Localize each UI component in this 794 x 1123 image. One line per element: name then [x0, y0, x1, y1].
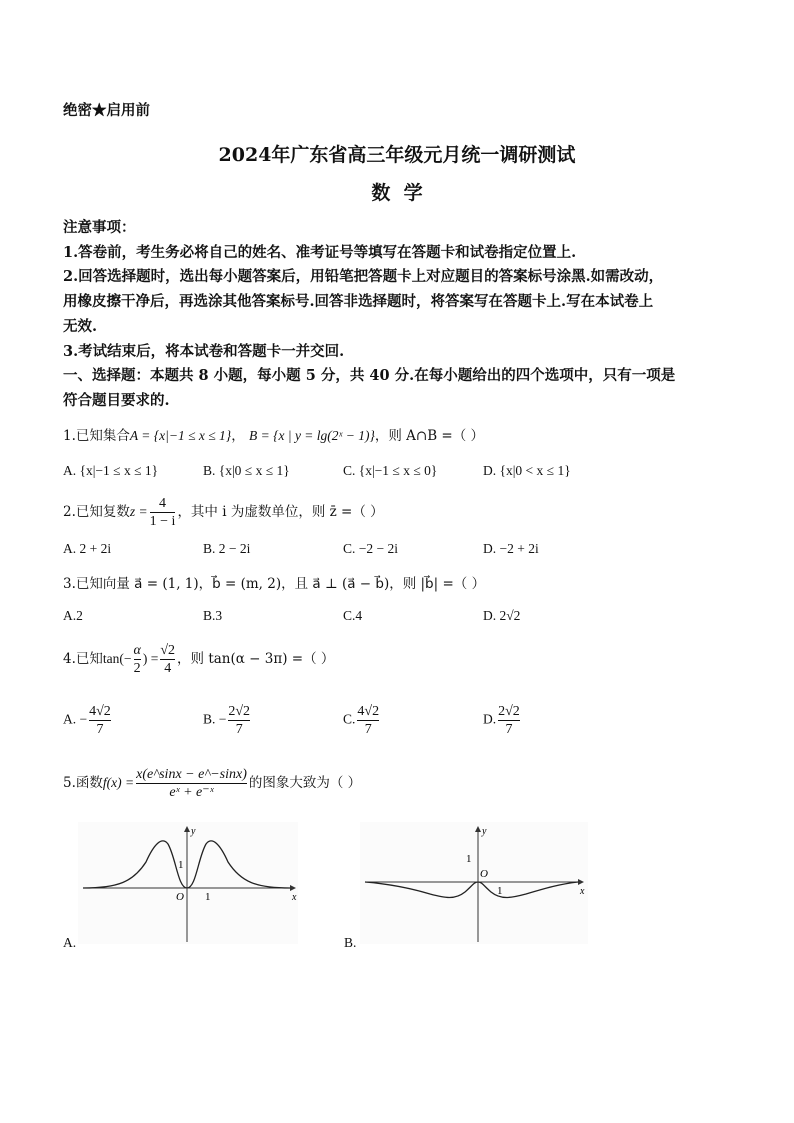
- q4-b-num: 2√2: [228, 704, 251, 719]
- graph-b-y-label: y: [482, 826, 487, 837]
- section-heading-line-1: 一、选择题：本题共 8 小题，每小题 5 分，共 40 分.在每小题给出的四个选项中，只有一项是: [63, 367, 676, 384]
- question-5-stem: [63, 766, 361, 801]
- q2-denominator: 1 − i: [149, 514, 176, 529]
- q4-rhs-den: 4: [160, 659, 175, 677]
- q1-separator: ，: [231, 428, 245, 444]
- q2-numerator: 4: [159, 496, 167, 511]
- q4-b-den: 7: [228, 720, 250, 738]
- q2-prefix: 2.已知复数: [63, 504, 130, 520]
- graph-b-origin: O: [480, 868, 488, 880]
- q1-option-d: D. {x|0 < x ≤ 1}: [483, 463, 571, 478]
- section-heading-line-2: 符合题目要求的.: [63, 392, 170, 409]
- q4-a-den: 7: [89, 720, 111, 738]
- q2-option-a: A. 2 + 2i: [63, 541, 112, 556]
- q1-option-b: B. {x|0 ≤ x ≤ 1}: [203, 463, 290, 478]
- subject-title: 数 学: [371, 182, 423, 204]
- q4-d-den: 7: [498, 720, 520, 738]
- q2-z-eq: z =: [129, 504, 148, 519]
- q5-graph-b: [360, 822, 588, 944]
- q4-d-num: 2√2: [498, 704, 520, 719]
- graph-b-tick-y: 1: [466, 853, 472, 865]
- q4-a-num: 4√2: [89, 704, 111, 719]
- q4-c-den: 7: [357, 720, 379, 738]
- q4-c-fraction: [357, 703, 379, 738]
- q4-option-c: [343, 703, 381, 738]
- q4-rhs-fraction: [160, 642, 175, 677]
- note-3: 3.考试结束后，将本试卷和答题卡一并交回.: [63, 343, 345, 360]
- question-1-stem: [63, 424, 484, 444]
- question-2-stem: [63, 495, 384, 530]
- q5-fx: f(x) =: [102, 775, 135, 790]
- q1-option-a: A. {x|−1 ≤ x ≤ 1}: [63, 463, 159, 478]
- q1-option-c: C. {x|−1 ≤ x ≤ 0}: [343, 463, 438, 478]
- q4-option-b: [203, 703, 252, 738]
- q4-c-letter: C.: [343, 711, 356, 727]
- q3-option-a: A.2: [63, 608, 83, 623]
- note-2-line-1: 2.回答选择题时，选出每小题答案后，用铅笔把答题卡上对应题目的答案标号涂黑.如需改动，: [63, 268, 664, 285]
- q2-option-b: B. 2 − 2i: [203, 541, 251, 556]
- q4-alpha: α: [133, 643, 141, 658]
- graph-a-y-label: y: [191, 826, 196, 837]
- question-3-stem: 3.已知向量 a⃗ = (1, 1)，b⃗ = (m, 2)，且 a⃗ ⊥ (a⃗ − b⃗)，则 |b⃗| =（ ）: [63, 576, 486, 592]
- q4-b-fraction: [228, 703, 250, 738]
- q4-d-letter: D.: [483, 711, 497, 727]
- q1-set-a: A = {x|−1 ≤ x ≤ 1}: [129, 428, 232, 443]
- q2-suffix: ，其中 i 为虚数单位，则 z̄ =（ ）: [177, 504, 384, 520]
- q4-alpha-fraction: [134, 642, 141, 677]
- note-1: 1.答卷前，考生务必将自己的姓名、准考证号等填写在答题卡和试卷指定位置上.: [63, 244, 577, 261]
- note-2-line-2: 用橡皮擦干净后，再选涂其他答案标号.回答非选择题时，将答案写在答题卡上.写在本试卷上: [63, 293, 654, 310]
- q2-option-c: C. −2 − 2i: [343, 541, 398, 556]
- question-4-stem: [63, 642, 334, 677]
- q5-suffix: 的图象大致为（ ）: [248, 775, 362, 791]
- notes-heading: 注意事项：: [63, 219, 136, 236]
- exam-title: 2024年广东省高三年级元月统一调研测试: [218, 144, 576, 166]
- q1-prefix: 1.已知集合: [63, 428, 130, 444]
- q5-fraction: [136, 766, 247, 801]
- q3-option-c: C.4: [343, 608, 363, 623]
- q4-option-d: [483, 703, 522, 738]
- q4-c-num: 4√2: [357, 704, 380, 719]
- graph-a-x-label: x: [292, 892, 297, 903]
- q4-rhs-num: √2: [160, 643, 176, 658]
- q5-graph-a-label: A.: [63, 935, 77, 950]
- secret-label: 绝密★启用前: [63, 102, 150, 119]
- q5-graph-a: [78, 822, 298, 944]
- q3-option-d: D. 2√2: [483, 608, 521, 623]
- q4-suffix: ，则 tan(α − 3π) =（ ）: [177, 651, 335, 667]
- q1-suffix: ，则 A∩B =（ ）: [374, 428, 485, 444]
- q3-option-b: B.3: [203, 608, 223, 623]
- graph-a-tick-y: 1: [178, 859, 184, 871]
- graph-b-tick-x: 1: [497, 885, 503, 897]
- q4-b-letter: B. −: [203, 711, 227, 727]
- graph-a-tick-x: 1: [205, 891, 211, 903]
- q5-denominator: eˣ + e⁻ˣ: [136, 783, 247, 801]
- note-2-line-3: 无效.: [63, 318, 98, 335]
- graph-a-origin: O: [176, 891, 184, 903]
- q4-prefix: 4.已知: [63, 651, 103, 667]
- q1-set-b: B = {x | y = lg(2ˣ − 1)}: [248, 428, 375, 443]
- graph-a-background: [78, 822, 298, 944]
- q5-graph-b-label: B.: [344, 935, 357, 950]
- q2-fraction: [150, 495, 176, 530]
- q4-d-fraction: [498, 703, 520, 738]
- q4-a-letter: A. −: [63, 711, 88, 727]
- q4-two: 2: [133, 661, 141, 676]
- q2-option-d: D. −2 + 2i: [483, 541, 539, 556]
- q4-eq: ) =: [142, 651, 159, 666]
- q5-numerator: x(e^sinx − e^−sinx): [136, 767, 247, 782]
- q5-prefix: 5.函数: [63, 775, 103, 791]
- q4-a-fraction: [89, 703, 111, 738]
- q4-option-a: [63, 703, 113, 738]
- q4-tan-open: tan(−: [102, 651, 132, 666]
- graph-b-x-label: x: [580, 886, 585, 897]
